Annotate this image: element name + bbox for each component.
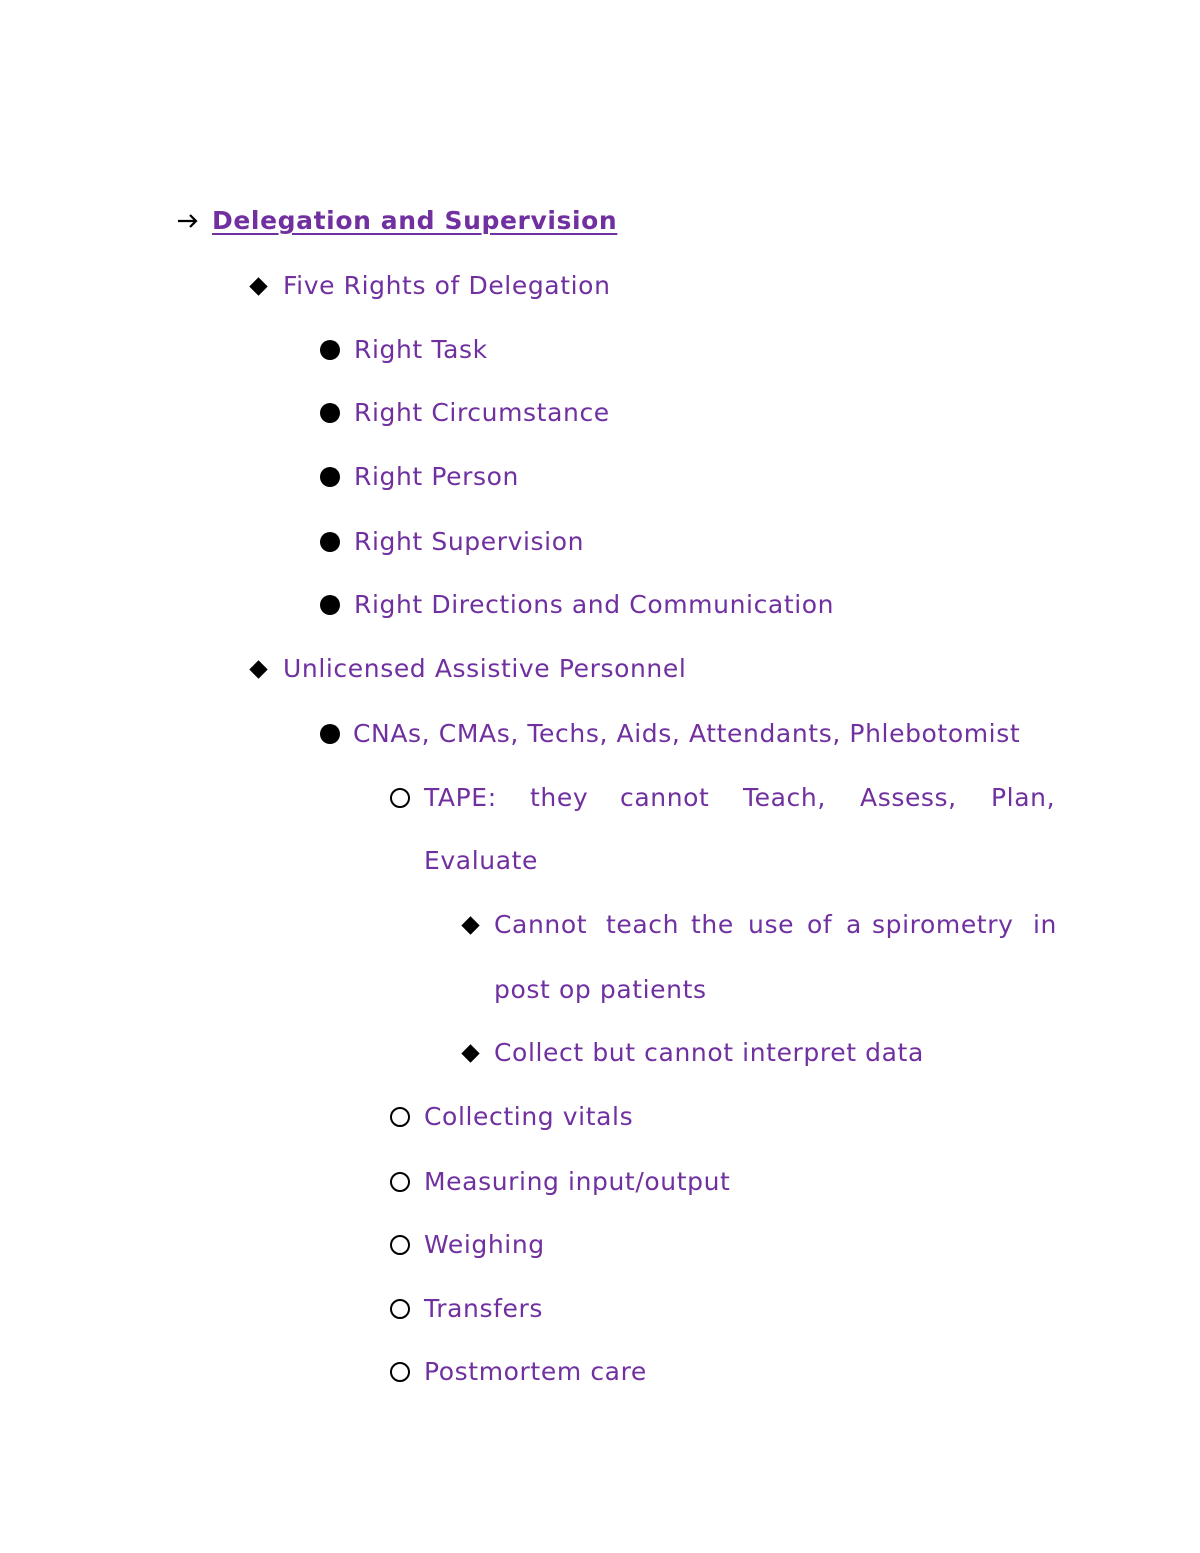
spirometry-word: Cannot [494,910,588,939]
outline-heading [175,206,875,236]
diamond-bullet-icon [245,271,271,301]
task-label: Postmortem care [424,1357,647,1386]
spirometry-word: a [846,910,862,939]
disc-bullet-icon [317,335,343,365]
circle-bullet-icon [387,1102,413,1132]
tape-word: Assess, [860,783,957,812]
uap-roles-item [317,719,1077,749]
tape-word: they [530,783,589,812]
circle-bullet-icon [387,1357,413,1387]
circle-bullet-icon [387,1167,413,1197]
spirometry-item [457,910,1067,940]
collect-data-item [457,1038,1017,1068]
disc-bullet-icon [317,527,343,557]
diamond-bullet-icon [245,654,271,684]
uap-item [245,654,945,684]
disc-bullet-icon [317,590,343,620]
list-item-label: Right Task [354,335,488,364]
list-item-label: Right Directions and Communication [354,590,835,619]
right-task-item [317,335,1017,365]
right-directions-item [317,590,1077,620]
disc-bullet-icon [317,398,343,428]
task-label: Measuring input/output [424,1167,731,1196]
right-supervision-item [317,527,1017,557]
spirometry-word: spirometry [872,910,1014,939]
right-circumstance-item [317,398,1017,428]
circle-bullet-icon [387,1230,413,1260]
spirometry-word: of [807,910,833,939]
diamond-bullet-icon [457,1038,483,1068]
task-label: Collecting vitals [424,1102,634,1131]
five-rights-item [245,271,945,301]
list-item-label: Right Supervision [354,527,585,556]
list-item-label: Right Circumstance [354,398,610,427]
tape-continuation [387,846,787,876]
heading-title: Delegation and Supervision [212,206,618,235]
spirometry-word: in [1033,910,1057,939]
task-label: Weighing [424,1230,545,1259]
right-person-item [317,462,1017,492]
task-item [387,1294,887,1324]
task-item [387,1167,887,1197]
tape-item [387,783,1067,813]
tape-word: TAPE: [424,783,497,812]
circle-bullet-icon [387,783,413,813]
spirometry-word: teach [606,910,680,939]
task-item [387,1230,887,1260]
diamond-bullet-icon [457,910,483,940]
spirometry-word: the [691,910,734,939]
arrow-right-icon [175,206,201,236]
spirometry-continuation [457,975,857,1005]
list-item-label: Right Person [354,462,519,491]
disc-bullet-icon [317,719,343,749]
tape-line2: Evaluate [424,846,539,875]
spirometry-line2: post op patients [494,975,707,1004]
task-item [387,1357,887,1387]
roles-label: CNAs, CMAs, Techs, Aids, Attendants, Phlebotomist [353,719,1021,748]
task-item [387,1102,887,1132]
disc-bullet-icon [317,462,343,492]
collect-data-label: Collect but cannot interpret data [494,1038,924,1067]
five-rights-label: Five Rights of Delegation [283,271,611,300]
spirometry-word: use [748,910,795,939]
tape-word: Teach, [743,783,826,812]
task-label: Transfers [424,1294,543,1323]
tape-word: Plan, [991,783,1056,812]
tape-word: cannot [620,783,710,812]
uap-label: Unlicensed Assistive Personnel [283,654,687,683]
circle-bullet-icon [387,1294,413,1324]
